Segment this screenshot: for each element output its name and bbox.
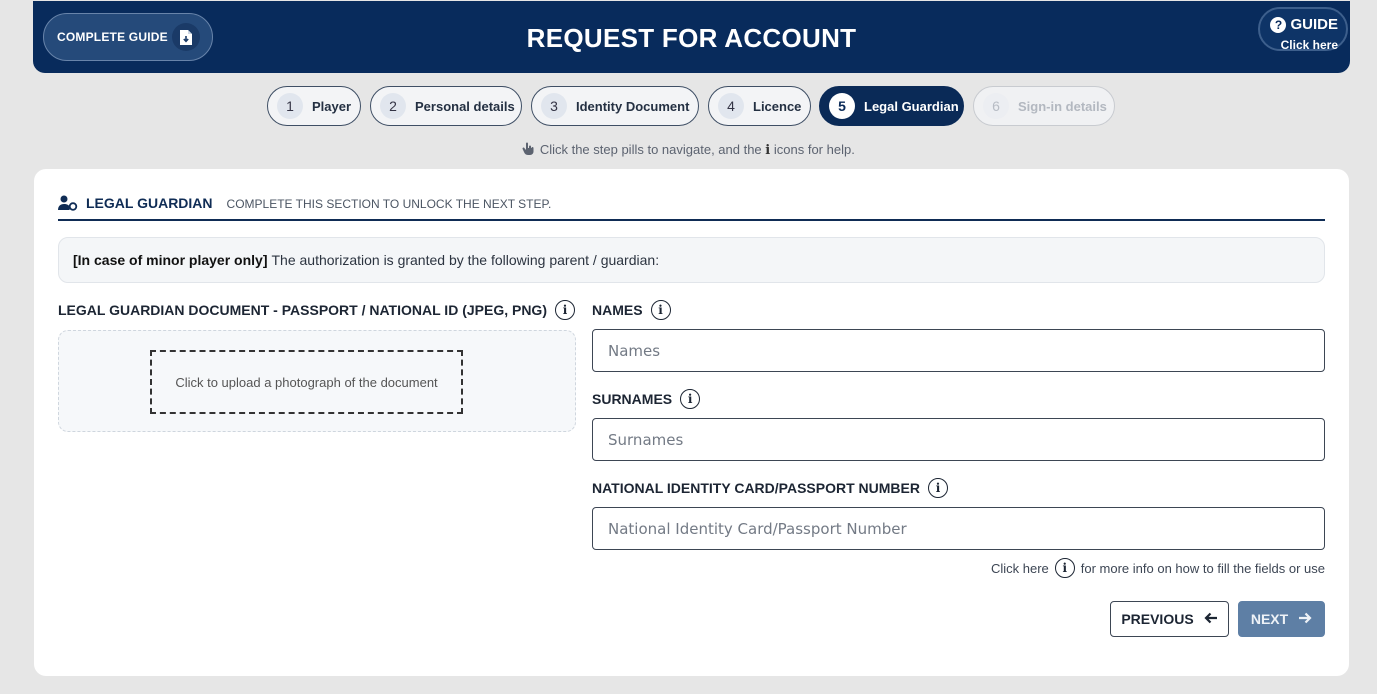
- document-upload-area[interactable]: [58, 330, 576, 432]
- navigation-hint: [0, 142, 1377, 158]
- step-pill-player[interactable]: [267, 86, 361, 126]
- help-line-text-start: Click here: [990, 560, 1049, 576]
- info-icon[interactable]: i: [555, 300, 575, 320]
- navigation-hint-text-start: Click the step pills to navigate, and the: [539, 142, 762, 157]
- page-title: REQUEST FOR ACCOUNT: [526, 23, 857, 53]
- info-icon[interactable]: i: [1055, 558, 1075, 578]
- step-label: Player: [312, 98, 352, 114]
- step-label: Personal details: [415, 98, 515, 114]
- step-pill-identity-document[interactable]: [531, 86, 699, 126]
- header-bar: [33, 1, 1350, 73]
- section-title: LEGAL GUARDIAN: [86, 195, 213, 211]
- step-number: 2: [380, 93, 406, 119]
- step-label: Sign-in details: [1018, 98, 1107, 114]
- step-number: 4: [718, 93, 744, 119]
- user-shield-icon: [58, 195, 78, 216]
- info-icon[interactable]: i: [680, 389, 700, 409]
- hand-pointer-icon: [522, 142, 540, 157]
- step-pill-licence[interactable]: [708, 86, 811, 126]
- step-navigation: [0, 86, 1377, 126]
- help-line-text-end: for more info on how to fill the fields or use: [1080, 560, 1325, 576]
- step-number: 1: [277, 93, 303, 119]
- arrow-right-icon: [1298, 611, 1312, 627]
- guide-sublabel: Click here: [1280, 38, 1338, 52]
- info-glyph-icon: i: [765, 143, 771, 158]
- info-icon[interactable]: i: [651, 300, 671, 320]
- step-pill-legal-guardian[interactable]: [819, 86, 964, 126]
- previous-button-label: PREVIOUS: [1121, 611, 1194, 627]
- document-field-label: [58, 300, 575, 320]
- notice-bold-text: [In case of minor player only]: [73, 252, 268, 268]
- names-field-label: [592, 300, 671, 320]
- names-input[interactable]: [592, 329, 1325, 372]
- info-icon[interactable]: i: [928, 478, 948, 498]
- step-pill-personal-details[interactable]: [370, 86, 522, 126]
- document-label-text: LEGAL GUARDIAN DOCUMENT - PASSPORT / NATIONAL ID (JPEG, PNG): [58, 302, 547, 318]
- question-circle-icon: ?: [1270, 17, 1286, 33]
- notice-text: The authorization is granted by the following parent / guardian:: [271, 252, 660, 268]
- previous-button[interactable]: [1110, 601, 1229, 637]
- surnames-input[interactable]: [592, 418, 1325, 461]
- guide-label: GUIDE: [1290, 16, 1338, 33]
- step-label: Identity Document: [576, 98, 690, 114]
- next-button[interactable]: [1238, 601, 1325, 637]
- arrow-left-icon: [1204, 611, 1218, 627]
- complete-guide-label: COMPLETE GUIDE: [57, 30, 168, 44]
- navigation-hint-text-end: icons for help.: [773, 142, 855, 157]
- guide-help-button[interactable]: [1260, 9, 1338, 52]
- help-line: [991, 558, 1325, 578]
- step-number: 5: [829, 93, 855, 119]
- surnames-field-label: [592, 389, 700, 409]
- section-header: [58, 195, 1325, 221]
- section-subtitle: COMPLETE THIS SECTION TO UNLOCK THE NEXT STEP.: [226, 197, 552, 211]
- step-pill-sign-in-details[interactable]: [973, 86, 1115, 126]
- id-number-field-label: [592, 478, 948, 498]
- document-upload-dropzone[interactable]: Click to upload a photograph of the document: [150, 350, 463, 414]
- form-card: [34, 169, 1349, 676]
- surnames-label-text: SURNAMES: [592, 391, 673, 407]
- step-label: Legal Guardian: [864, 98, 959, 114]
- names-label-text: NAMES: [592, 302, 643, 318]
- guardian-notice: [58, 237, 1325, 283]
- id-number-input[interactable]: [592, 507, 1325, 550]
- step-number: 6: [983, 93, 1009, 119]
- step-label: Licence: [753, 98, 802, 114]
- next-button-label: NEXT: [1250, 611, 1289, 627]
- step-number: 3: [541, 93, 567, 119]
- id-number-label-text: NATIONAL IDENTITY CARD/PASSPORT NUMBER: [592, 480, 920, 496]
